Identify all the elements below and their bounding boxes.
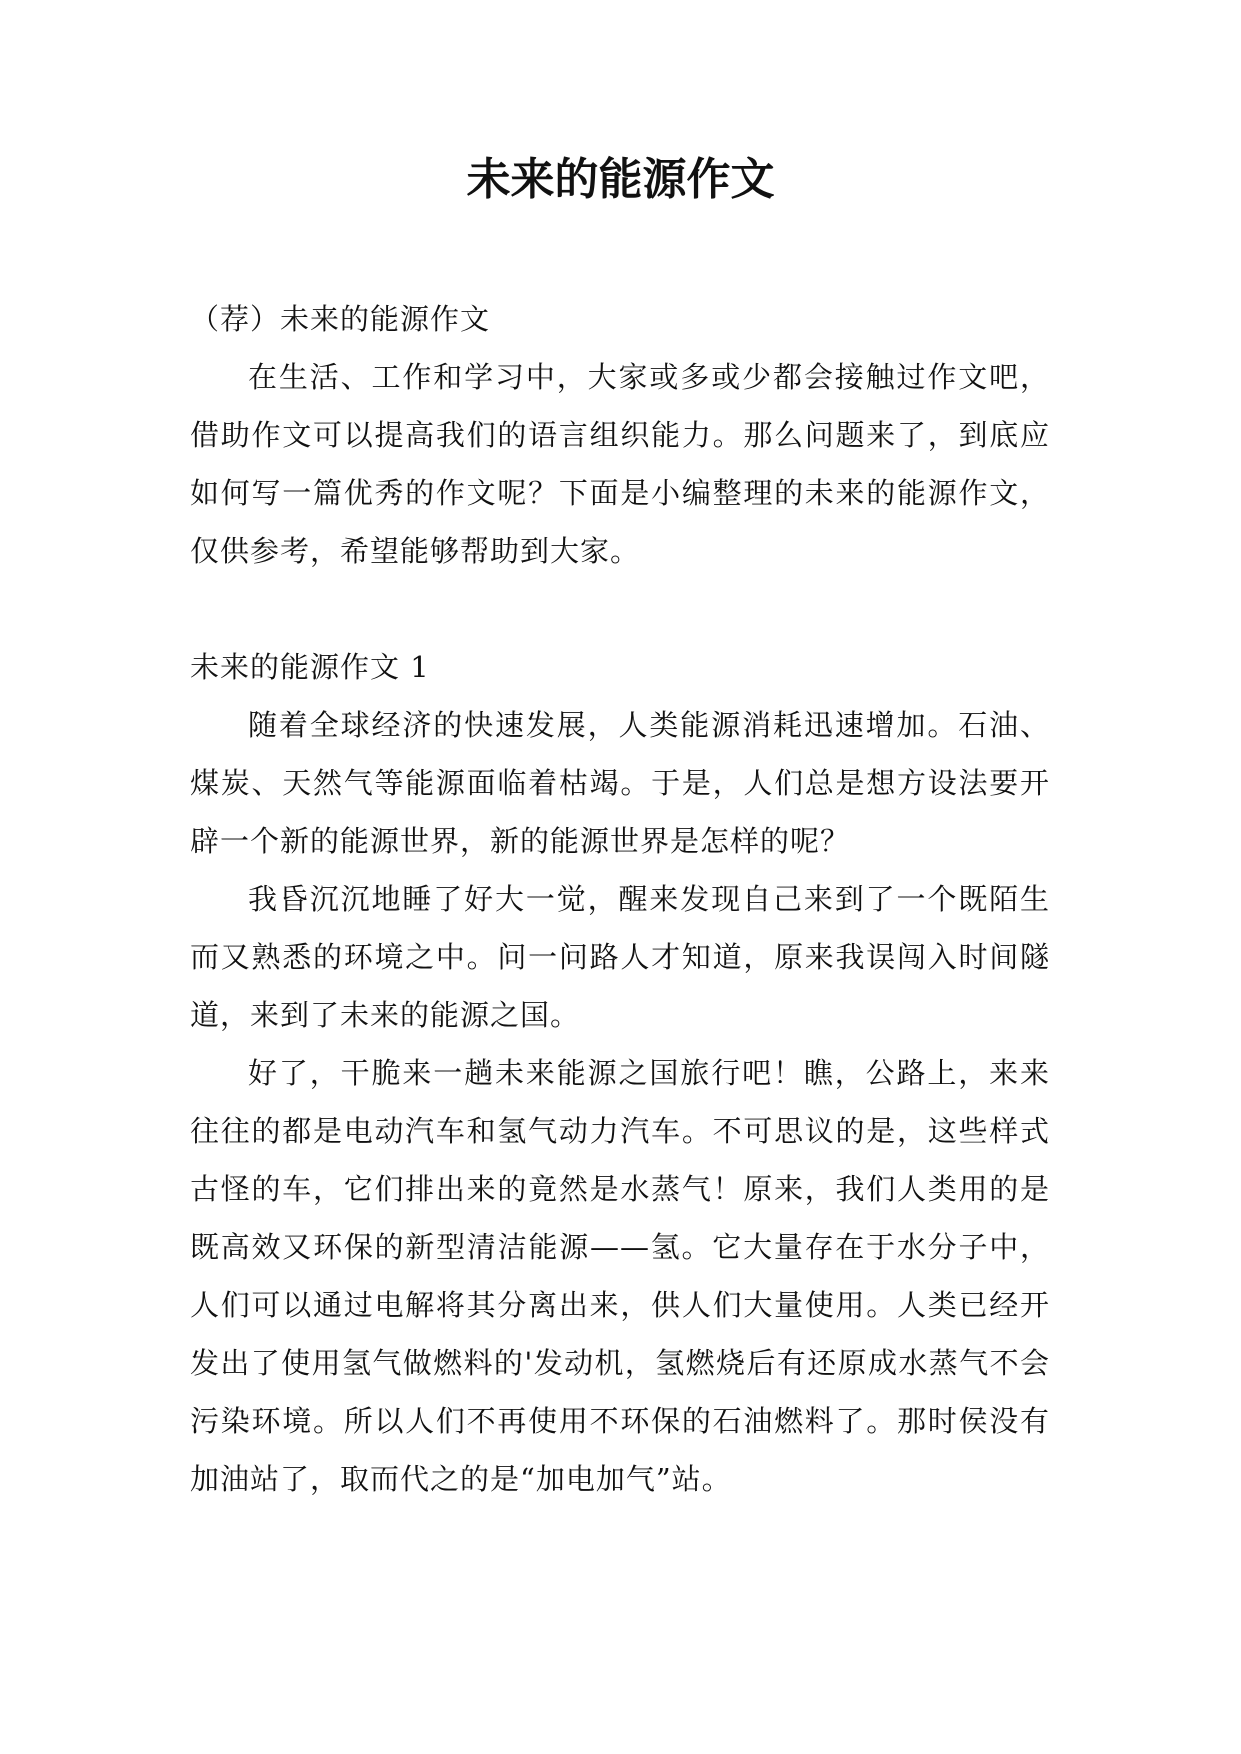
body-paragraph: 好了，干脆来一趟未来能源之国旅行吧！瞧，公路上，来来往往的都是电动汽车和氢气动力汽车。不可思议的是，这些样式古怪的车，它们排出来的竟然是水蒸气！原来，我们人类用的是既高效又环保的新型清洁能源——氢。它大量存在于水分子中，人们可以通过电解将其分离出来，供人们大量使用。人类已经开发出了使用氢气做燃料的'发动机，氢燃烧后有还原成水蒸气不会污染环境。所以人们不再使用不环保的石油燃料了。那时侯没有加油站了，取而代之的是“加电加气”站。: [190, 1056, 1050, 1496]
document-title: 未来的能源作文: [466, 154, 775, 205]
body-paragraph: 随着全球经济的快速发展，人类能源消耗迅速增加。石油、煤炭、天然气等能源面临着枯竭。于是，人们总是想方设法要开辟一个新的能源世界，新的能源世界是怎样的呢？: [190, 708, 1050, 858]
body-paragraph: 我昏沉沉地睡了好大一觉，醒来发现自己来到了一个既陌生而又熟悉的环境之中。问一问路人才知道，原来我误闯入时间隧道，来到了未来的能源之国。: [190, 882, 1050, 1032]
intro-paragraph: 在生活、工作和学习中，大家或多或少都会接触过作文吧，借助作文可以提高我们的语言组织能力。那么问题来了，到底应如何写一篇优秀的作文呢？下面是小编整理的未来的能源作文，仅供参考，希望能够帮助到大家。: [190, 360, 1050, 568]
document-body: [190, 290, 1050, 1508]
section-heading: 未来的能源作文 1: [190, 650, 430, 684]
document-subtitle: （荐）未来的能源作文: [190, 302, 491, 336]
